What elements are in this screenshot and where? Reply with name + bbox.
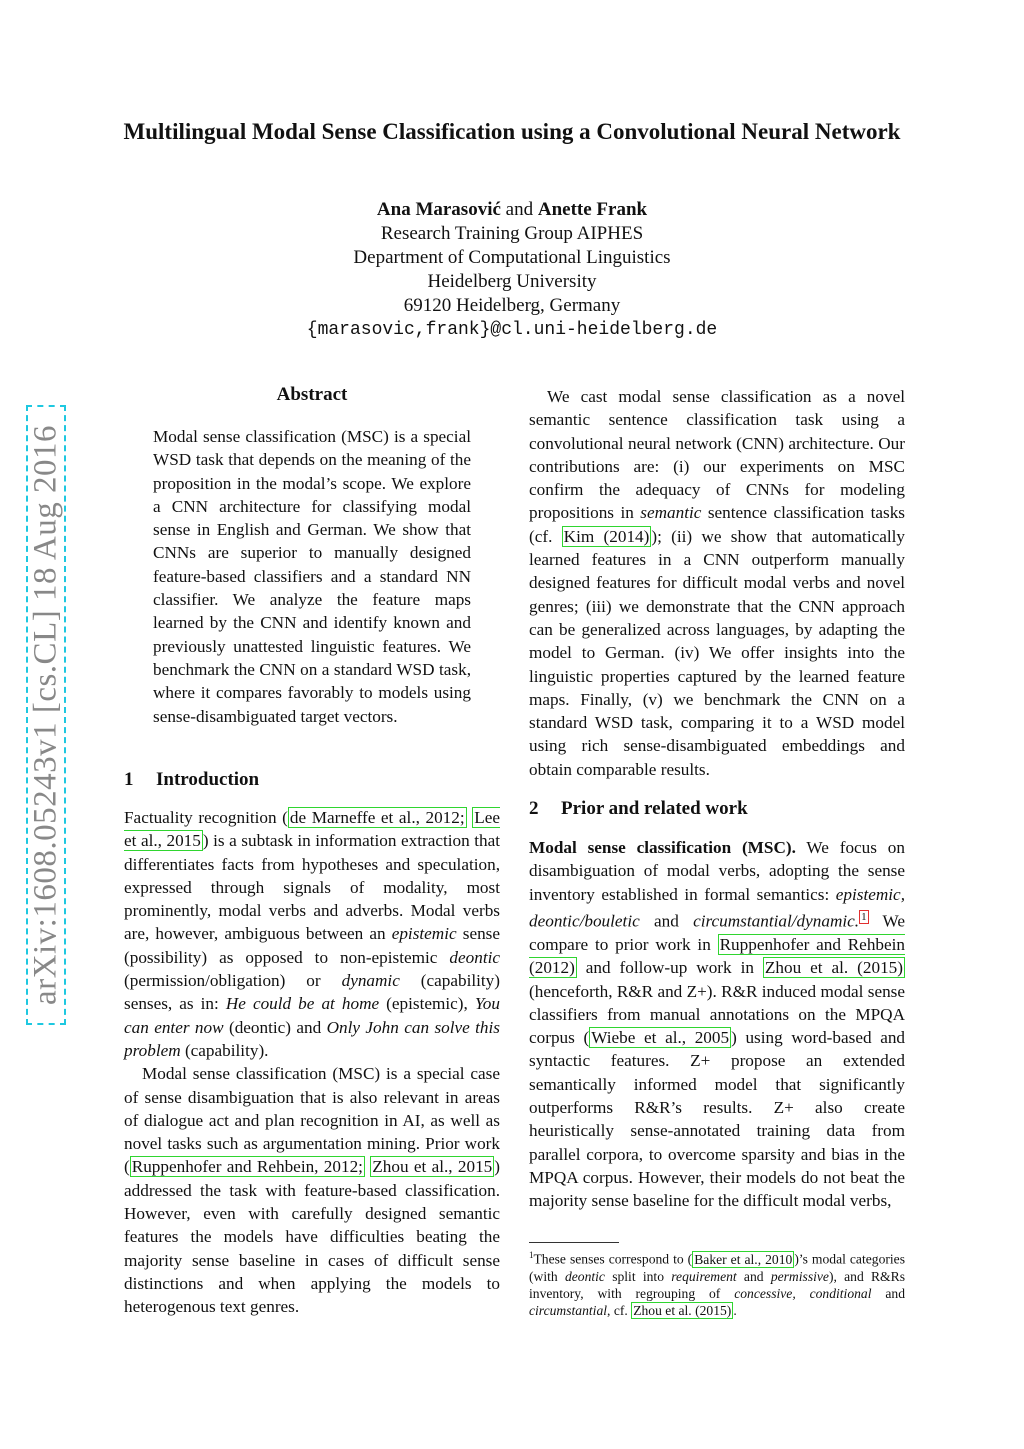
author-block (200, 198, 824, 342)
footnote-marker[interactable]: 1 (861, 910, 867, 923)
citation-link[interactable]: Lee et al., 2015 (124, 808, 501, 851)
prior-work-body: Modal sense classification (MSC). We focus on disambiguation of modal verbs, adopting the sense inventory established in formal semantics: epistemic, deontic/bouletic and circumstantial/dynamic. $^1$ We compare to prior work in Ruppenhofer and Rehbein (2012) and follow-up work in Zhou et al. (2015) (henceforth, R&R and Z+). R&R induced modal sense classifiers from manual annotations on the MPQA corpus ( Wiebe et al., 2005 ) using word-based and syntactic features. Z+ propose an extended semantically informed model that significantly outperforms R&R’s results. Z+ also create heuristically sense-annotated training data from parallel corpora, to overcome sparsity and bias in the MPQA corpus. However, their models do not beat the majority sense baseline for the difficult modal verbs, (529, 838, 906, 1211)
citation-link[interactable]: Kim (2014) (563, 526, 650, 546)
citation-link[interactable]: Zhou et al. (2015) (633, 1302, 732, 1318)
citation-link[interactable]: de Marneffe et al., 2012; (289, 808, 465, 827)
contributions-paragraph: We cast modal sense classification as a novel semantic sentence classification task using a convolutional neural network (CNN) architecture. Our contributions are: (i) our experiments on MSC confirm the adequacy of CNNs for modeling propositions in semantic sentence classification tasks (cf. Kim (2014) ); (ii) we show that automatically learned features in a CNN outperform manually designed features for difficult modal verbs and novel genres; (iii) we demonstrate that the CNN approach can be generalized across languages, by adapting the model to German. (iv) We offer insights into the linguistic properties captured by the learned feature maps. Finally, (v) we benchmark the CNN on a standard WSD task, comparing it to a WSD model using rich sense-disambiguated embeddings and obtain comparable results. (529, 387, 905, 779)
author-2: Anette Frank (537, 199, 648, 220)
footnote-divider (529, 1242, 619, 1243)
section-heading-prior-work (529, 798, 905, 820)
paragraph: Factuality recognition ( de Marneffe et al., 2012; Lee et al., 2015 ) is a subtask in information extraction that differentiates facts from hypotheses and speculation, expressed through signals of modality, most prominently, modal verbs and adverbs. Modal verbs are, however, ambiguous between an epistemic sense (possibility) as opposed to non-epistemic deontic (permission/obligation) or dynamic (capability) senses, as in: He could be at home (epistemic), You can enter now (deontic) and Only John can solve this problem (capability). (124, 808, 501, 1060)
citation-link[interactable]: Zhou et al., 2015 (372, 1157, 493, 1177)
section-heading-introduction (124, 769, 500, 791)
affiliation-line: Heidelberg University (427, 271, 597, 292)
paragraph: Modal sense classification (MSC) is a special case of sense disambiguation that is also relevant in areas of dialogue act and plan recognition in AI, as well as novel tasks such as argumentation mining. Prior work ( Ruppenhofer and Rehbein, 2012; Zhou et al., 2015 ) addressed the task with feature-based classification. However, even with carefully designed semantic features the models have difficulties beating the majority sense baseline in cases of difficult sense distinctions and when applying the models to heterogenous text genres. (124, 1064, 500, 1317)
abstract-text: Modal sense classification (MSC) is a special WSD task that depends on the meaning of the proposition in the modal’s scope. We explore a CNN architecture for classifying modal sense in English and German. We show that CNNs are superior to manually designed feature-based classifiers and a standard NN classifier. We analyze the feature maps learned by the CNN and identify known and previously unattested linguistic features. We benchmark the CNN on a standard WSD task, where it compares favorably to models using sense-disambiguated target vectors. (153, 427, 471, 726)
introduction-body (124, 806, 500, 1319)
footnote: $^1$These senses correspond to ( Baker et al., 2010 )’s modal categories (with deontic split into requirement and permissive), and R&Rs inventory, with regrouping of concessive, conditional and circumstantial, cf. Zhou et al. (2015) . (529, 1250, 906, 1318)
arxiv-sidebar[interactable] (14, 405, 74, 1025)
citation-link[interactable]: Ruppenhofer and Rehbein (2012) (529, 934, 905, 978)
paragraph-lead: Modal sense classification (MSC). (529, 838, 796, 857)
affiliation-line: 69120 Heidelberg, Germany (403, 295, 621, 316)
affiliation-line: Research Training Group AIPHES (380, 223, 644, 244)
section-title: Introduction (156, 769, 260, 790)
citation-link[interactable]: Wiebe et al., 2005 (591, 1028, 730, 1048)
section-title: Prior and related work (561, 798, 748, 819)
section-number: 2 (529, 798, 539, 819)
citation-link[interactable]: Zhou et al. (2015) (764, 958, 903, 978)
author-conj: and (505, 199, 534, 220)
author-email: {marasovic,frank}@cl.uni-heidelberg.de (306, 320, 718, 340)
affiliation-line: Department of Computational Linguistics (353, 247, 671, 268)
citation-link[interactable]: Baker et al., 2010 (694, 1251, 793, 1267)
author-names (200, 198, 824, 222)
citation-link[interactable]: Ruppenhofer and Rehbein, 2012; (131, 1157, 363, 1177)
author-1: Ana Marasović (376, 199, 501, 220)
footnote-number: 1 (529, 1250, 534, 1260)
abstract-heading: Abstract (276, 384, 348, 405)
arxiv-id[interactable]: arXiv:1608.05243v1 [cs.CL] 18 Aug 2016 (27, 425, 64, 1005)
section-number: 1 (124, 769, 134, 790)
paper-title: Multilingual Modal Sense Classification using a Convolutional Neural Network (123, 119, 901, 144)
